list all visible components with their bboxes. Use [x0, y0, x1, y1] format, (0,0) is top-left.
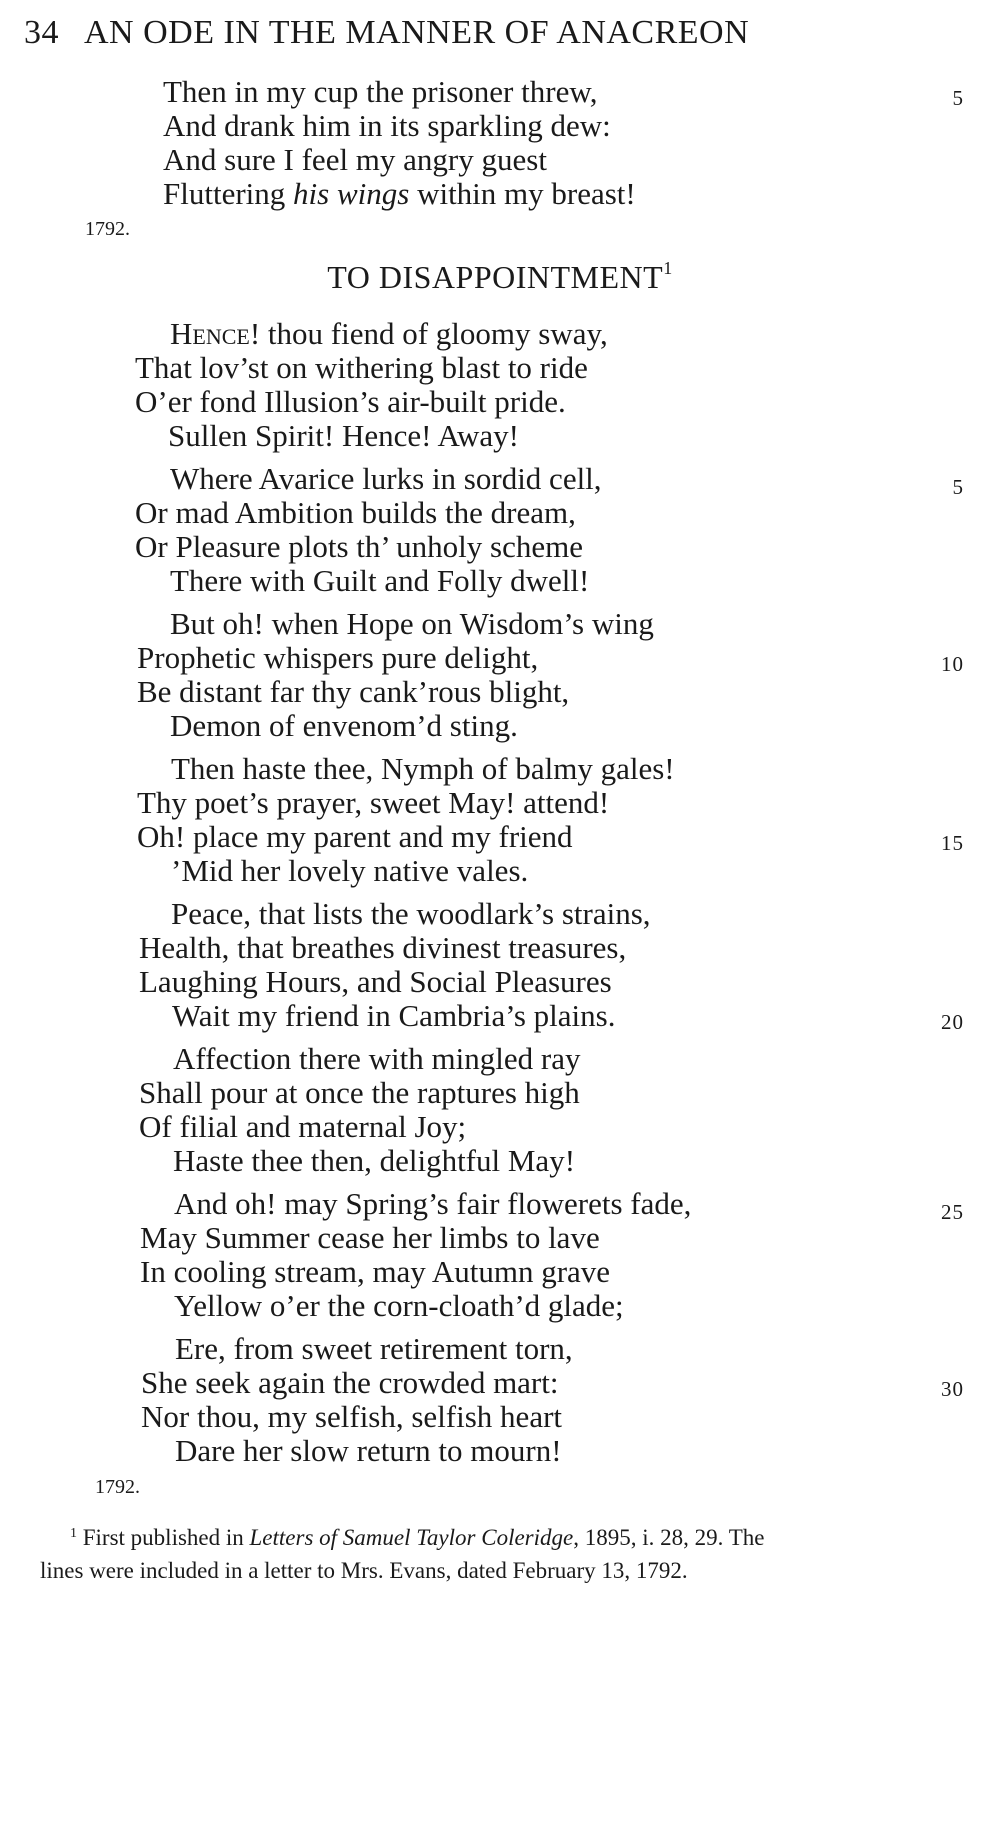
poem-line: Demon of envenom’d sting. — [170, 708, 518, 743]
line-number: 15 — [941, 831, 964, 855]
poem-line: She seek again the crowded mart: — [141, 1365, 559, 1400]
poem-line: Or mad Ambition builds the dream, — [135, 495, 576, 530]
ode-line: And sure I feel my angry guest — [163, 142, 547, 177]
footnote-marker: 1 — [663, 258, 673, 278]
poem-line: There with Guilt and Folly dwell! — [170, 563, 590, 598]
line-number: 5 — [952, 86, 964, 110]
poem-line: Affection there with mingled ray — [173, 1041, 581, 1076]
running-header — [24, 14, 984, 52]
poem-line: Yellow o’er the corn-cloath’d glade; — [174, 1288, 624, 1323]
poem-line: Thy poet’s prayer, sweet May! attend! — [137, 785, 610, 820]
poem-line: O’er fond Illusion’s air-built pride. — [135, 384, 566, 419]
poem-date: 1792. — [85, 218, 130, 240]
poem-line: Of filial and maternal Joy; — [139, 1109, 467, 1144]
poem-line: Dare her slow return to mourn! — [175, 1433, 562, 1468]
poem-line: Health, that breathes divinest treasures, — [139, 930, 627, 965]
line-number: 5 — [952, 475, 964, 499]
poem-line: Where Avarice lurks in sordid cell, — [170, 461, 602, 496]
line-number: 20 — [941, 1010, 964, 1034]
poem-line: Prophetic whispers pure delight, — [137, 640, 539, 675]
ode-line: And drank him in its sparkling dew: — [163, 108, 611, 143]
ode-line: Fluttering his wings within my breast! — [163, 176, 636, 211]
small-caps-opening: Hence — [170, 316, 250, 351]
poem-line: Haste thee then, delightful May! — [173, 1143, 576, 1178]
footnote-marker: 1 — [70, 1526, 77, 1541]
poem-line: Ere, from sweet retirement torn, — [175, 1331, 573, 1366]
running-title: AN ODE IN THE MANNER OF ANACREON — [84, 14, 750, 51]
poem-line: Then haste thee, Nymph of balmy gales! — [171, 751, 675, 786]
ode-line: Then in my cup the prisoner threw, — [163, 74, 598, 109]
footnote-line: lines were included in a letter to Mrs. Evans, dated February 13, 1792. — [40, 1558, 688, 1584]
poem-line: Shall pour at once the raptures high — [139, 1075, 580, 1110]
page-number: 34 — [24, 14, 59, 51]
italic-phrase: his wings — [293, 176, 410, 211]
poem-line: May Summer cease her limbs to lave — [140, 1220, 600, 1255]
poem-line: In cooling stream, may Autumn grave — [140, 1254, 611, 1289]
poem-line: Wait my friend in Cambria’s plains. — [172, 998, 616, 1033]
poem-line: ’Mid her lovely native vales. — [171, 853, 529, 888]
poem-date: 1792. — [95, 1476, 140, 1498]
poem-title: TO DISAPPOINTMENT$^1$ — [327, 258, 673, 295]
poem-line: But oh! when Hope on Wisdom’s wing — [170, 606, 654, 641]
footnote-italic-title: Letters of Samuel Taylor Coleridge — [249, 1525, 574, 1550]
poem-line: Or Pleasure plots th’ unholy scheme — [135, 529, 583, 564]
poem-line: Sullen Spirit! Hence! Away! — [168, 418, 519, 453]
poem-line: Peace, that lists the woodlark’s strains, — [171, 896, 651, 931]
poem-line: Be distant far thy cank’rous blight, — [137, 674, 570, 709]
poem-line: Laughing Hours, and Social Pleasures — [139, 964, 612, 999]
poem-line: And oh! may Spring’s fair flowerets fade, — [174, 1186, 692, 1221]
poem-line: Nor thou, my selfish, selfish heart — [141, 1399, 563, 1434]
poem-line: Hence! thou fiend of gloomy sway, — [170, 316, 608, 351]
footnote: $^1$ First published in Letters of Samuel Taylor Coleridge, 1895, i. 28, 29. The lines were included in a letter to Mrs. Evans, dated February 13, 1792. — [40, 1521, 764, 1588]
line-number: 30 — [941, 1377, 964, 1401]
poem-line: That lov’st on withering blast to ride — [135, 350, 588, 385]
poem-line: Oh! place my parent and my friend — [137, 819, 573, 854]
line-number: 25 — [941, 1200, 964, 1224]
line-number: 10 — [941, 652, 964, 676]
